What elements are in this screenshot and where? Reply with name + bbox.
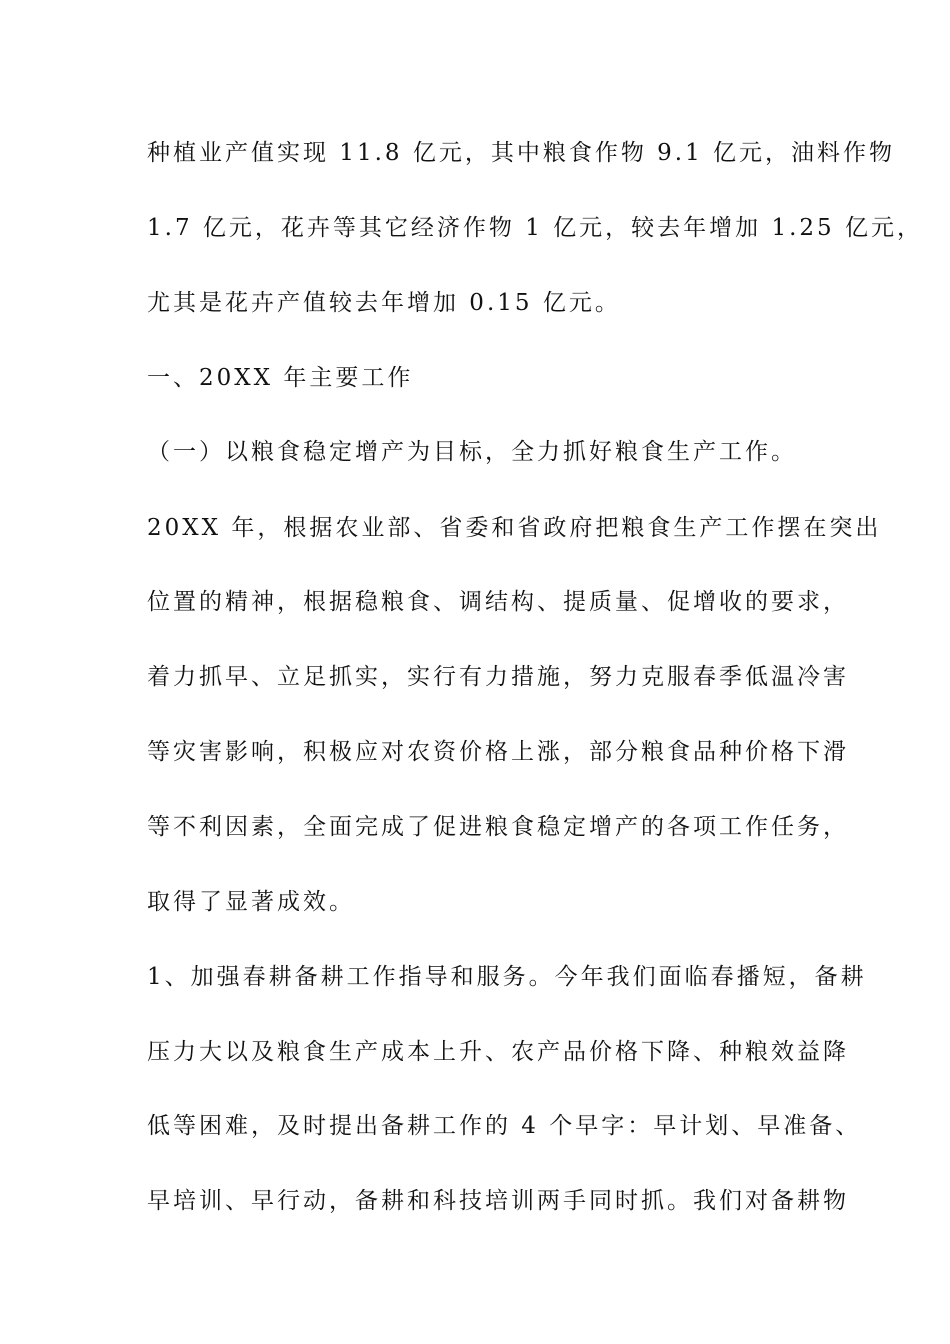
text-line: 尤其是花卉产值较去年增加 0.15 亿元。: [147, 290, 621, 316]
text-line: 着力抓早、立足抓实，实行有力措施，努力克服春季低温冷害: [147, 664, 849, 690]
text-line: 20XX 年，根据农业部、省委和省政府把粮食生产工作摆在突出: [147, 515, 882, 541]
text-line: 位置的精神，根据稳粮食、调结构、提质量、促增收的要求，: [147, 589, 849, 615]
text-line: 种植业产值实现 11.8 亿元，其中粮食作物 9.1 亿元，油料作物: [147, 140, 896, 166]
subsection-heading: （一）以粮食稳定增产为目标，全力抓好粮食生产工作。: [147, 439, 797, 465]
numbered-item: 1、加强春耕备耕工作指导和服务。今年我们面临春播短，备耕: [147, 964, 867, 990]
text-line: 低等困难，及时提出备耕工作的 4 个早字：早计划、早准备、: [147, 1113, 862, 1139]
text-line: 1.7 亿元，花卉等其它经济作物 1 亿元，较去年增加 1.25 亿元，: [147, 215, 923, 241]
text-line: 压力大以及粮食生产成本上升、农产品价格下降、种粮效益降: [147, 1039, 849, 1065]
text-line: 等不利因素，全面完成了促进粮食稳定增产的各项工作任务，: [147, 814, 849, 840]
text-line: 早培训、早行动，备耕和科技培训两手同时抓。我们对备耕物: [147, 1188, 849, 1214]
text-line: 等灾害影响，积极应对农资价格上涨，部分粮食品种价格下滑: [147, 739, 849, 765]
section-heading: 一、20XX 年主要工作: [147, 365, 414, 391]
text-line: 取得了显著成效。: [147, 889, 355, 915]
